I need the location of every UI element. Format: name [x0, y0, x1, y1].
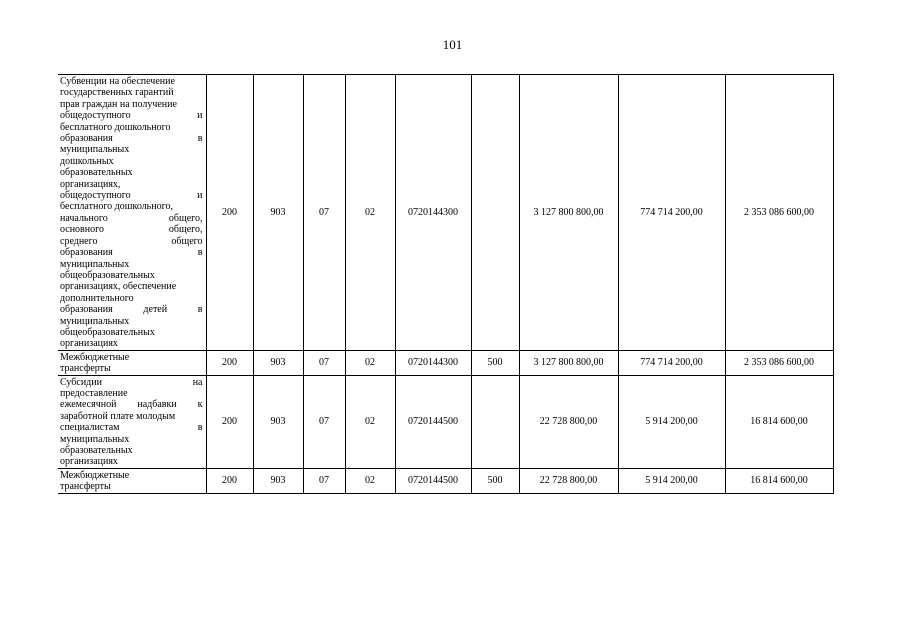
row-name-line: Межбюджетные — [60, 469, 130, 481]
row-name-line: образовательных — [60, 445, 133, 456]
table-row — [58, 75, 833, 351]
row-name-line: образования в — [60, 247, 203, 259]
row-name-line: организациях — [60, 456, 118, 468]
page-number: 101 — [442, 37, 463, 52]
row-name-cell — [58, 75, 206, 351]
row-name-line: основного общего, — [60, 224, 203, 236]
cell-amount-3: 16 814 600,00 — [725, 375, 833, 468]
row-name-line: заработной плате молодым — [60, 410, 176, 422]
row-name-line: образования детей в — [60, 304, 203, 316]
row-name-line: предоставление — [60, 387, 128, 399]
cell-expense-type — [471, 375, 519, 468]
row-name-line: муниципальных — [60, 433, 130, 445]
cell-subsection: 02 — [345, 468, 395, 493]
cell-section: 07 — [303, 75, 345, 351]
row-name-line: организациях — [60, 338, 118, 350]
cell-code-2: 903 — [253, 350, 303, 375]
row-name-line: Субсидии на — [60, 376, 203, 388]
row-name-line: дополнительного — [60, 292, 134, 304]
row-name-cell — [58, 468, 206, 493]
cell-subsection: 02 — [345, 375, 395, 468]
cell-code-1: 200 — [206, 75, 253, 351]
row-name-line: муниципальных — [60, 144, 130, 156]
row-name-line: трансферты — [60, 481, 111, 493]
cell-amount-3: 2 353 086 600,00 — [725, 75, 833, 351]
row-name-line: дошкольных — [60, 155, 114, 167]
cell-amount-3: 16 814 600,00 — [725, 468, 833, 493]
cell-code-1: 200 — [206, 468, 253, 493]
cell-subsection: 02 — [345, 350, 395, 375]
cell-section: 07 — [303, 350, 345, 375]
row-name-line: бесплатного дошкольного — [60, 121, 171, 133]
row-name-line: прав граждан на получение — [60, 98, 177, 110]
cell-amount-2: 5 914 200,00 — [618, 375, 725, 468]
row-name-line: Субвенции на обеспечение — [60, 76, 175, 87]
row-name-line: общедоступного и — [60, 110, 203, 122]
cell-section: 07 — [303, 375, 345, 468]
cell-amount-2: 774 714 200,00 — [618, 350, 725, 375]
row-name-line: Межбюджетные — [60, 351, 130, 363]
row-name-line: ежемесячной надбавки к — [60, 399, 203, 411]
cell-target-article: 0720144500 — [395, 468, 471, 493]
cell-subsection: 02 — [345, 75, 395, 351]
cell-code-2: 903 — [253, 75, 303, 351]
cell-code-1: 200 — [206, 350, 253, 375]
row-name-line: муниципальных — [60, 315, 130, 327]
cell-code-1: 200 — [206, 375, 253, 468]
cell-amount-2: 5 914 200,00 — [618, 468, 725, 493]
table-row — [58, 468, 833, 493]
cell-target-article: 0720144300 — [395, 75, 471, 351]
row-name-line: общеобразовательных — [60, 269, 155, 281]
row-name-line: образовательных — [60, 167, 133, 179]
cell-target-article: 0720144300 — [395, 350, 471, 375]
table-row — [58, 350, 833, 375]
row-name-line: образования в — [60, 133, 203, 145]
row-name-line: бесплатного дошкольного, — [60, 201, 173, 213]
cell-amount-total: 22 728 800,00 — [519, 375, 618, 468]
cell-expense-type: 500 — [471, 350, 519, 375]
row-name-line: специалистам в — [60, 422, 203, 434]
cell-amount-total: 3 127 800 800,00 — [519, 350, 618, 375]
cell-expense-type — [471, 75, 519, 351]
row-name-line: государственных гарантий — [60, 87, 174, 99]
cell-target-article: 0720144500 — [395, 375, 471, 468]
row-name-line: среднего общего — [60, 235, 203, 247]
row-name-line: организациях, обеспечение — [60, 281, 177, 293]
cell-code-2: 903 — [253, 375, 303, 468]
row-name-line: общедоступного и — [60, 190, 203, 202]
cell-section: 07 — [303, 468, 345, 493]
row-name-line: начального общего, — [60, 212, 203, 224]
cell-amount-total: 3 127 800 800,00 — [519, 75, 618, 351]
cell-code-2: 903 — [253, 468, 303, 493]
row-name-line: общеобразовательных — [60, 326, 155, 338]
cell-amount-2: 774 714 200,00 — [618, 75, 725, 351]
row-name-line: трансферты — [60, 363, 111, 375]
cell-amount-total: 22 728 800,00 — [519, 468, 618, 493]
cell-amount-3: 2 353 086 600,00 — [725, 350, 833, 375]
budget-table — [58, 74, 834, 494]
table-row — [58, 375, 833, 468]
row-name-line: организациях, — [60, 178, 121, 190]
row-name-line: муниципальных — [60, 258, 130, 270]
row-name-cell — [58, 350, 206, 375]
cell-expense-type: 500 — [471, 468, 519, 493]
row-name-cell — [58, 375, 206, 468]
